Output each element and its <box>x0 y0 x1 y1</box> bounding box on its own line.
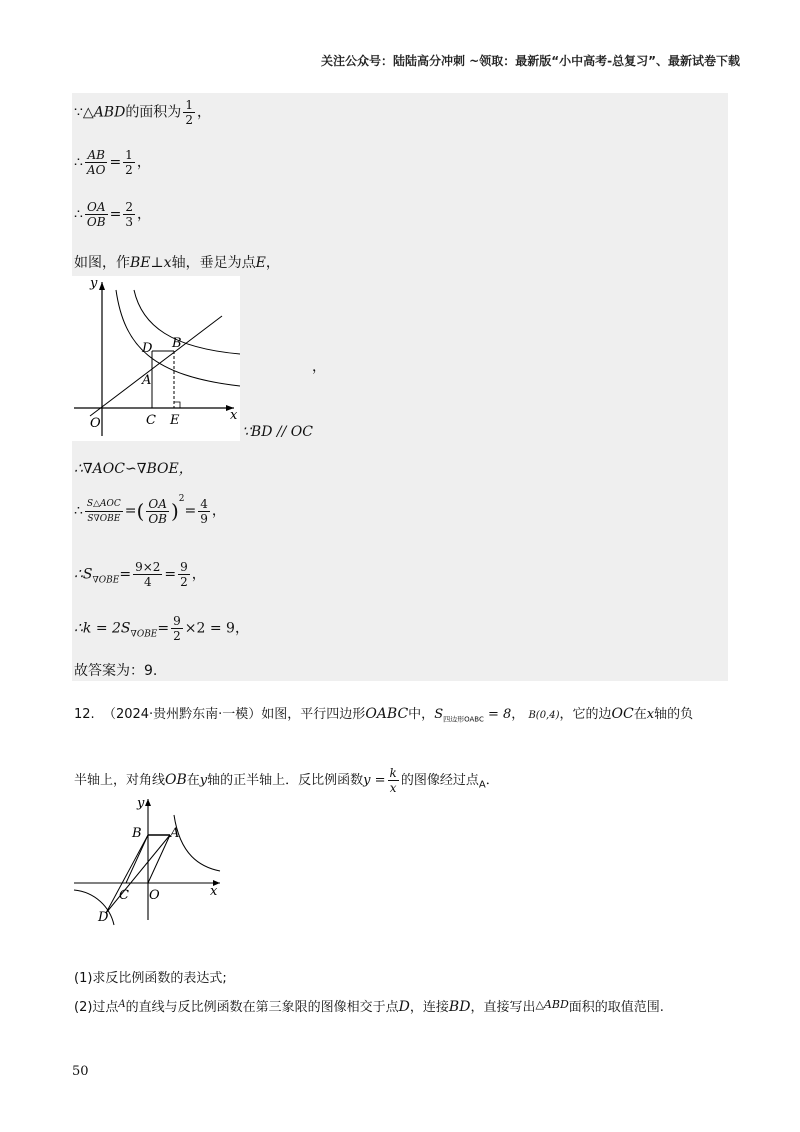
fig1-label-b: B <box>172 336 182 351</box>
text: 轴，垂足为点 <box>171 255 256 271</box>
text: = <box>109 154 122 171</box>
text: (2)过点 <box>74 1000 119 1015</box>
line-ob <box>90 316 222 416</box>
fraction <box>171 614 183 643</box>
numerator: OA <box>146 497 169 512</box>
y-axis-arrow <box>99 282 105 290</box>
fraction <box>178 560 190 589</box>
math: E <box>255 255 266 271</box>
denominator: 2 <box>173 629 181 643</box>
text: ， <box>211 503 226 519</box>
text: ， <box>136 206 151 223</box>
hyperbola-q1 <box>174 815 220 871</box>
subscript: ∇OBE <box>130 629 158 640</box>
text: = <box>184 503 197 519</box>
fraction <box>85 148 108 177</box>
text: = <box>157 620 170 637</box>
fraction <box>123 148 135 177</box>
text: 的直线与反比例函数在第三象限的图像相交于点 <box>125 1000 399 1015</box>
text: 在 <box>186 773 200 788</box>
fraction <box>146 497 169 526</box>
text: ， <box>136 154 151 171</box>
fig2-label-y: y <box>137 796 145 811</box>
fig1-label-x: x <box>230 408 238 423</box>
fig2-label-d: D <box>98 910 109 925</box>
right-angle-mark <box>174 402 180 408</box>
text: 轴的正半轴上．反比例函数 <box>207 773 364 788</box>
question-2 <box>74 996 664 1015</box>
fig1-label-e: E <box>170 413 180 428</box>
math: = 8 <box>483 707 512 722</box>
denominator: 2 <box>125 163 133 177</box>
numerator: S△AOC <box>85 497 123 512</box>
fig2-label-a: A <box>170 826 180 841</box>
denominator: x <box>389 781 397 795</box>
denominator: OB <box>148 511 167 526</box>
fig2-label-c: C <box>119 888 129 903</box>
problem-12-line-1 <box>74 703 693 725</box>
math: OB <box>165 772 187 788</box>
fig1-label-a: A <box>142 373 152 388</box>
denominator: 4 <box>143 575 152 589</box>
paren-right: ) <box>170 499 179 523</box>
math: y <box>199 773 208 788</box>
text: ， <box>265 255 280 271</box>
page-header: 关注公众号：陆陆高分冲刺 ~领取：最新版“小中高考-总复习”、最新试卷下载 <box>321 54 740 68</box>
text: 的图像经过点 <box>400 773 479 788</box>
math: x <box>646 707 655 722</box>
problem-12-line-2 <box>74 766 499 795</box>
stray-comma: ， <box>312 359 326 375</box>
math: △ABD <box>535 998 569 1011</box>
math: BD <box>448 999 471 1015</box>
numerator: k <box>389 766 397 780</box>
solution-line-7 <box>74 494 226 526</box>
question-1: (1)求反比例函数的表达式; <box>74 971 227 986</box>
fig1-label-d: D <box>142 341 153 356</box>
fraction <box>133 560 162 589</box>
text: ． <box>485 773 499 788</box>
fig2-label-o: O <box>149 888 160 903</box>
text: ∴S <box>74 566 93 583</box>
text: ∴ <box>74 206 83 223</box>
solution-line-2 <box>74 148 151 177</box>
numerator: 4 <box>200 496 208 511</box>
text: ， <box>511 707 525 722</box>
denominator: 2 <box>180 575 188 589</box>
segment-ad <box>106 835 170 913</box>
numerator: OA <box>85 200 108 215</box>
numerator: 9×2 <box>135 560 161 574</box>
denominator: OB <box>86 215 106 229</box>
text: ×2 = 9， <box>184 620 249 637</box>
math: D <box>398 999 410 1015</box>
text: ∴ <box>74 503 83 519</box>
text: ，连接 <box>409 1000 449 1015</box>
numerator: 1 <box>185 98 193 112</box>
text: ， <box>191 566 206 583</box>
text: ∴k = 2S <box>74 620 131 637</box>
numerator: 2 <box>125 200 133 214</box>
fraction <box>85 200 108 229</box>
math: A <box>478 779 486 791</box>
figure-2-svg <box>70 795 230 930</box>
numerator: 9 <box>180 560 188 574</box>
figure-2 <box>70 795 230 930</box>
solution-line-9 <box>74 614 249 643</box>
numerator: 9 <box>173 614 181 628</box>
fraction <box>388 766 399 795</box>
solution-line-4 <box>74 252 280 272</box>
text: ，它的边 <box>559 707 612 722</box>
text: = <box>119 566 132 583</box>
solution-line-6: ∴∇AOC∽∇BOE， <box>74 461 193 477</box>
math: BE⊥x <box>130 255 172 271</box>
segment-oa <box>148 835 170 883</box>
solution-line-1 <box>74 98 211 127</box>
exponent: 2 <box>178 494 185 504</box>
y-axis-arrow <box>145 799 151 806</box>
paren-left: ( <box>136 499 145 523</box>
text: （2024·贵州黔东南·一模）如图，平行四边形 <box>102 707 366 722</box>
fig2-label-b: B <box>132 826 142 841</box>
text: 在 <box>633 707 647 722</box>
text: 中， <box>408 707 435 722</box>
math: A <box>118 999 126 1010</box>
math: OC <box>611 706 634 722</box>
math: y = <box>363 773 386 788</box>
text: 的面积为 <box>125 104 182 121</box>
fraction <box>85 497 123 526</box>
denominator: 9 <box>200 511 208 526</box>
fig1-label-o: O <box>90 416 101 431</box>
figure-1-svg <box>72 276 240 441</box>
math: B(0,4) <box>528 710 560 721</box>
subscript: 四边形OABC <box>443 715 484 724</box>
text: ∵△ <box>74 104 94 121</box>
numerator: 1 <box>125 148 133 162</box>
math: ABD <box>93 104 126 121</box>
text: 如图，作 <box>74 255 130 271</box>
text: 轴的负 <box>654 707 694 722</box>
denominator: 3 <box>125 215 133 229</box>
fig2-label-x: x <box>210 884 218 899</box>
denominator: 2 <box>185 113 193 127</box>
fig1-label-y: y <box>90 276 98 291</box>
figure-1 <box>72 276 240 441</box>
fraction <box>198 497 210 526</box>
math: OABC <box>365 706 409 722</box>
solution-line-3 <box>74 200 151 229</box>
denominator: AO <box>86 163 106 177</box>
subscript: ∇OBE <box>92 575 120 586</box>
numerator: AB <box>85 148 108 163</box>
text: ， <box>196 104 211 121</box>
fig1-label-c: C <box>146 413 156 428</box>
answer-line: 故答案为：9. <box>74 663 158 679</box>
text: = <box>109 206 122 223</box>
fraction <box>183 98 195 127</box>
solution-line-5: ∵BD // OC <box>242 424 313 440</box>
text: ∴ <box>74 154 83 171</box>
denominator: S∇OBE <box>87 513 121 524</box>
text: = <box>164 566 177 583</box>
text: 半轴上，对角线 <box>74 773 166 788</box>
solution-line-8 <box>74 560 206 589</box>
text: ，直接写出 <box>470 1000 536 1015</box>
fraction <box>123 200 135 229</box>
problem-number: 12. <box>74 707 95 722</box>
text: = <box>124 503 137 519</box>
math: S <box>434 707 444 722</box>
page-number: 50 <box>72 1064 89 1079</box>
text: 面积的取值范围. <box>568 1000 664 1015</box>
